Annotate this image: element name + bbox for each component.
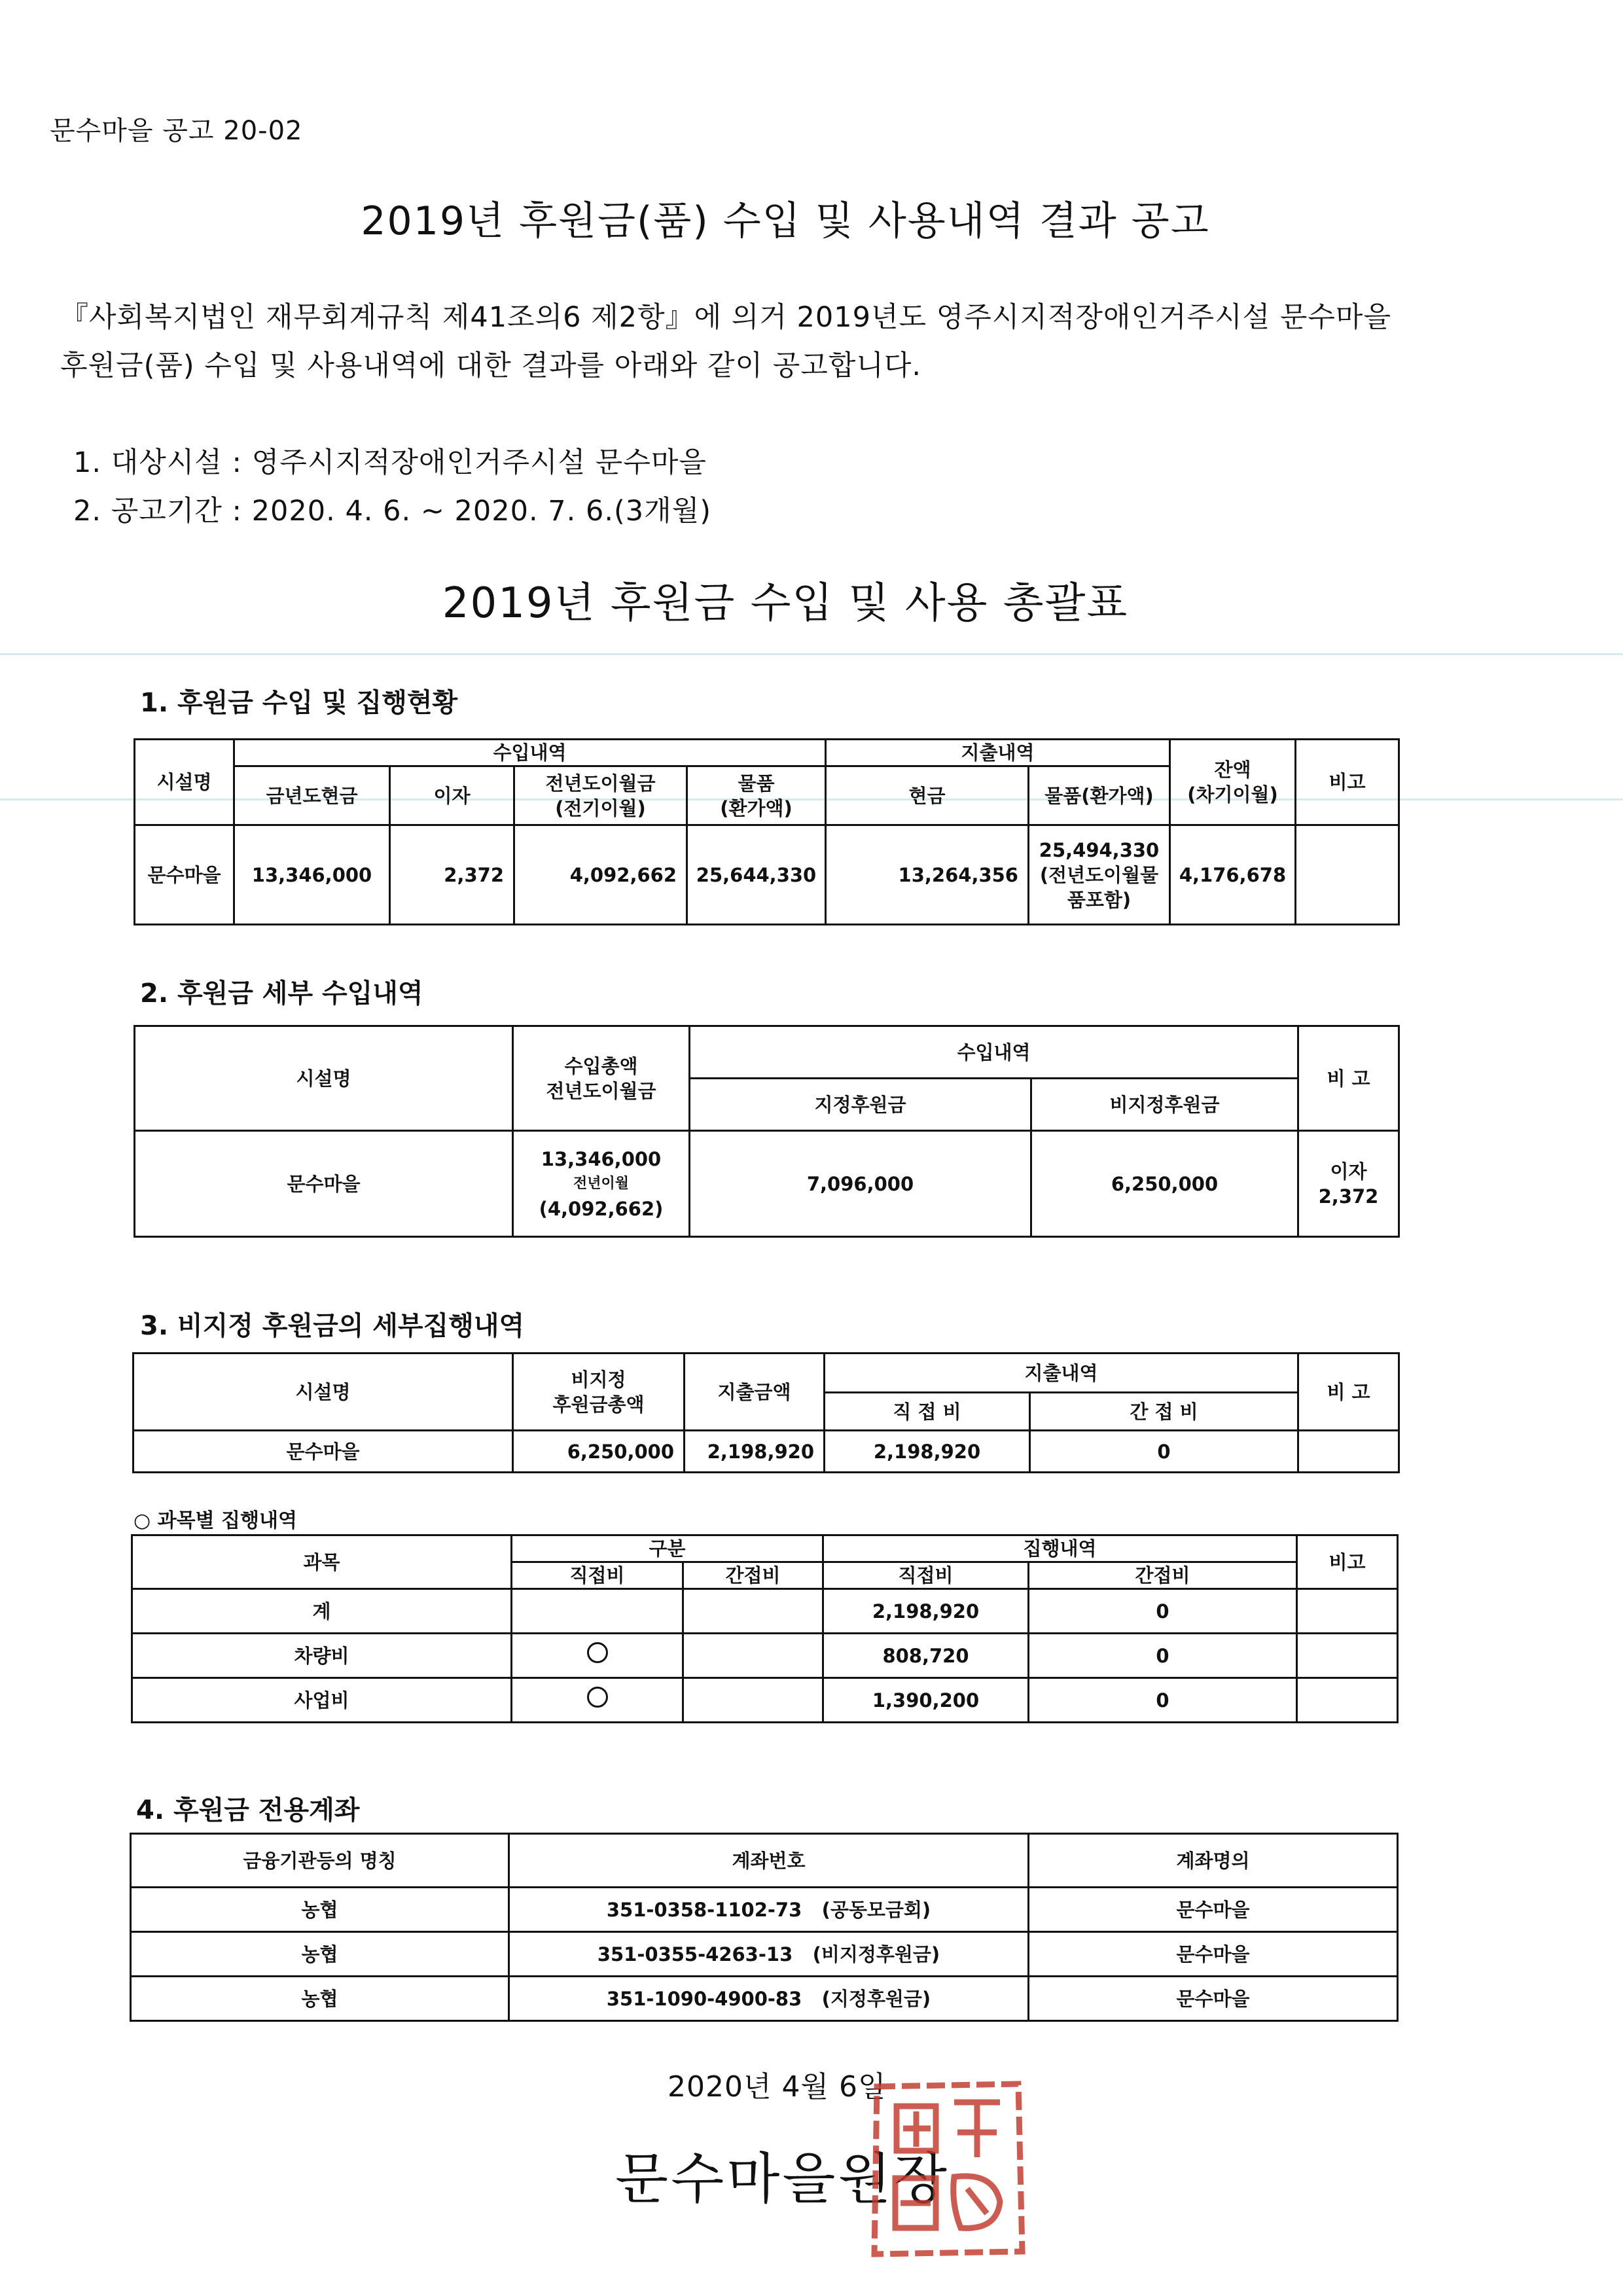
header-spent: 지출금액: [685, 1354, 825, 1431]
cell-goods-spent-note-end: 품포함): [1067, 888, 1132, 911]
document-title: 2019년 후원금(품) 수입 및 사용내역 결과 공고: [361, 198, 1210, 244]
header-cash-this-year: 금년도현금: [234, 766, 390, 825]
header-carryover: [514, 766, 687, 825]
header-note: 비 고: [1298, 1026, 1399, 1131]
cell-note: [1297, 1589, 1398, 1634]
account-number: 351-0358-1102-73: [606, 1898, 802, 1921]
info-item-facility: 1. 대상시설 : 영주시지적장애인거주시설 문수마을: [73, 446, 707, 479]
header-note: 비고: [1297, 1535, 1398, 1589]
cell-direct: 2,198,920: [825, 1431, 1030, 1473]
signature-name: 문수마을원장: [615, 2147, 950, 2211]
table-row: [131, 1932, 1398, 1977]
account-table: [130, 1833, 1399, 2022]
header-total-sub: 전년도이월금: [546, 1079, 656, 1102]
notice-number: 문수마을 공고 20-02: [50, 116, 303, 146]
header-facility: 시설명: [135, 1026, 513, 1131]
cell-account: [509, 1977, 1029, 2021]
cell-class-direct: [512, 1634, 683, 1678]
table-row: [132, 1634, 1398, 1678]
account-purpose: (비지정후원금): [812, 1943, 940, 1965]
header-detail: 지출내역: [825, 1354, 1298, 1393]
cell-note: [1297, 1634, 1398, 1678]
cell-bank: 농협: [131, 1977, 509, 2021]
cell-cash-this-year: 13,346,000: [234, 825, 390, 925]
header-undesignated: 비지정후원금: [1031, 1079, 1298, 1131]
cell-goods-spent: [1029, 825, 1170, 925]
cell-goods-spent-note: (전년도이월물: [1039, 863, 1159, 886]
cell-account: [509, 1932, 1029, 1977]
subject-execution-table: [131, 1534, 1399, 1723]
cell-goods: 25,644,330: [687, 825, 826, 925]
income-detail-table: [134, 1025, 1400, 1238]
cell-class-direct: [512, 1589, 683, 1634]
account-number: 351-0355-4263-13: [597, 1943, 793, 1965]
cell-carry-label: 전년이월: [573, 1175, 629, 1192]
table-row: [131, 1888, 1398, 1932]
account-purpose: (공동모금회): [821, 1898, 931, 1921]
cell-note: [1296, 825, 1399, 925]
section-3-heading: 3. 비지정 후원금의 세부집행내역: [140, 1311, 525, 1341]
table-row: [132, 1589, 1398, 1634]
cell-exec-indirect: 0: [1029, 1589, 1297, 1634]
cell-subject: 차량비: [132, 1634, 512, 1678]
header-interest: 이자: [390, 766, 514, 825]
cell-interest: 2,372: [390, 825, 514, 925]
section-1-heading: 1. 후원금 수입 및 집행현황: [140, 688, 458, 718]
cell-note-value: 2,372: [1318, 1185, 1379, 1208]
header-total-label: 비지정: [571, 1368, 626, 1391]
intro-paragraph: [60, 293, 1565, 390]
cell-total: 6,250,000: [513, 1431, 685, 1473]
header-exec-indirect: 간접비: [1029, 1562, 1297, 1589]
cell-subject: 사업비: [132, 1678, 512, 1723]
cell-balance: 4,176,678: [1170, 825, 1296, 925]
scan-line: [0, 653, 1623, 655]
cell-goods-spent-value: 25,494,330: [1039, 838, 1160, 861]
header-note: 비 고: [1298, 1354, 1399, 1431]
cell-undesignated: 6,250,000: [1031, 1131, 1298, 1237]
cell-class-indirect: [683, 1678, 823, 1723]
header-class-indirect: 간접비: [683, 1562, 823, 1589]
table-row: [132, 1678, 1398, 1723]
cell-exec-direct: 1,390,200: [823, 1678, 1029, 1723]
direct-mark-icon: [587, 1642, 608, 1663]
cell-exec-indirect: 0: [1029, 1678, 1297, 1723]
header-holder: 계좌명의: [1029, 1834, 1398, 1888]
cell-bank: 농협: [131, 1932, 509, 1977]
cell-total: [513, 1131, 690, 1237]
info-item-period: 2. 공고기간 : 2020. 4. 6. ~ 2020. 7. 6.(3개월): [73, 495, 712, 528]
cell-designated: 7,096,000: [690, 1131, 1031, 1237]
cell-note: [1298, 1131, 1399, 1237]
header-exec: 집행내역: [823, 1535, 1297, 1562]
header-balance: [1170, 740, 1296, 825]
header-income: 수입내역: [690, 1026, 1298, 1079]
cell-class-direct: [512, 1678, 683, 1723]
header-subject: 과목: [132, 1535, 512, 1589]
info-list: [73, 439, 711, 535]
cell-exec-direct: 808,720: [823, 1634, 1029, 1678]
cell-carry-value: (4,092,662): [539, 1197, 664, 1220]
header-income: 수입내역: [234, 740, 826, 766]
header-total: [513, 1026, 690, 1131]
direct-mark-icon: [587, 1687, 608, 1708]
cell-carryover: 4,092,662: [514, 825, 687, 925]
header-bank: 금융기관등의 명칭: [131, 1834, 509, 1888]
header-goods: [687, 766, 826, 825]
account-number: 351-1090-4900-83: [606, 1987, 802, 2010]
official-seal-icon: [863, 2073, 1033, 2263]
header-account: 계좌번호: [509, 1834, 1029, 1888]
closing-date: 2020년 4월 6일: [668, 2070, 887, 2104]
header-balance-label: 잔액: [1214, 759, 1251, 781]
cell-subject: 계: [132, 1589, 512, 1634]
header-direct: 직 접 비: [825, 1393, 1030, 1431]
cell-class-indirect: [683, 1589, 823, 1634]
cell-facility: 문수마을: [135, 1131, 513, 1237]
header-total: [513, 1354, 685, 1431]
cell-exec-indirect: 0: [1029, 1634, 1297, 1678]
section-4-heading: 4. 후원금 전용계좌: [136, 1795, 360, 1825]
cell-note: [1298, 1431, 1399, 1473]
header-facility: 시설명: [135, 740, 234, 825]
cell-facility: 문수마을: [134, 1431, 513, 1473]
header-cash: 현금: [826, 766, 1029, 825]
header-class: 구분: [512, 1535, 823, 1562]
subject-heading: ○ 과목별 집행내역: [134, 1509, 297, 1532]
cell-holder: 문수마을: [1029, 1888, 1398, 1932]
table-row: [131, 1977, 1398, 2021]
account-purpose: (지정후원금): [821, 1987, 931, 2010]
cell-total-value: 13,346,000: [541, 1147, 662, 1170]
header-exec-direct: 직접비: [823, 1562, 1029, 1589]
cell-holder: 문수마을: [1029, 1977, 1398, 2021]
cell-spent: 2,198,920: [685, 1431, 825, 1473]
cell-note: [1297, 1678, 1398, 1723]
income-execution-table: [134, 738, 1400, 925]
header-carryover-label: 전년도이월금: [545, 772, 656, 795]
cell-facility: 문수마을: [135, 825, 234, 925]
cell-holder: 문수마을: [1029, 1932, 1398, 1977]
cell-note-label: 이자: [1330, 1160, 1367, 1183]
header-total-label: 수입총액: [564, 1054, 638, 1077]
cell-bank: 농협: [131, 1888, 509, 1932]
cell-exec-direct: 2,198,920: [823, 1589, 1029, 1634]
header-goods-sub: (환가액): [720, 797, 793, 819]
cell-indirect: 0: [1030, 1431, 1298, 1473]
header-designated: 지정후원금: [690, 1079, 1031, 1131]
cell-class-indirect: [683, 1634, 823, 1678]
section-2-heading: 2. 후원금 세부 수입내역: [140, 978, 423, 1009]
header-facility: 시설명: [134, 1354, 513, 1431]
undesignated-execution-table: [132, 1352, 1400, 1473]
header-goods-value: 물품(환가액): [1029, 766, 1170, 825]
header-carryover-sub: (전기이월): [555, 797, 646, 819]
summary-title: 2019년 후원금 수입 및 사용 총괄표: [442, 579, 1129, 628]
intro-line-2: 후원금(품) 수입 및 사용내역에 대한 결과를 아래와 같이 공고합니다.: [60, 350, 922, 382]
header-note: 비고: [1296, 740, 1399, 825]
header-goods-label: 물품: [738, 772, 775, 795]
cell-cash-spent: 13,264,356: [826, 825, 1029, 925]
header-expense: 지출내역: [826, 740, 1170, 766]
header-class-direct: 직접비: [512, 1562, 683, 1589]
header-total-sub: 후원금총액: [552, 1393, 645, 1416]
header-indirect: 간 접 비: [1030, 1393, 1298, 1431]
header-balance-sub: (차기이월): [1187, 783, 1278, 806]
cell-account: [509, 1888, 1029, 1932]
intro-line-1: 『사회복지법인 재무회계규칙 제41조의6 제2항』에 의거 2019년도 영주시지적장애인거주시설 문수마을: [60, 301, 1391, 334]
